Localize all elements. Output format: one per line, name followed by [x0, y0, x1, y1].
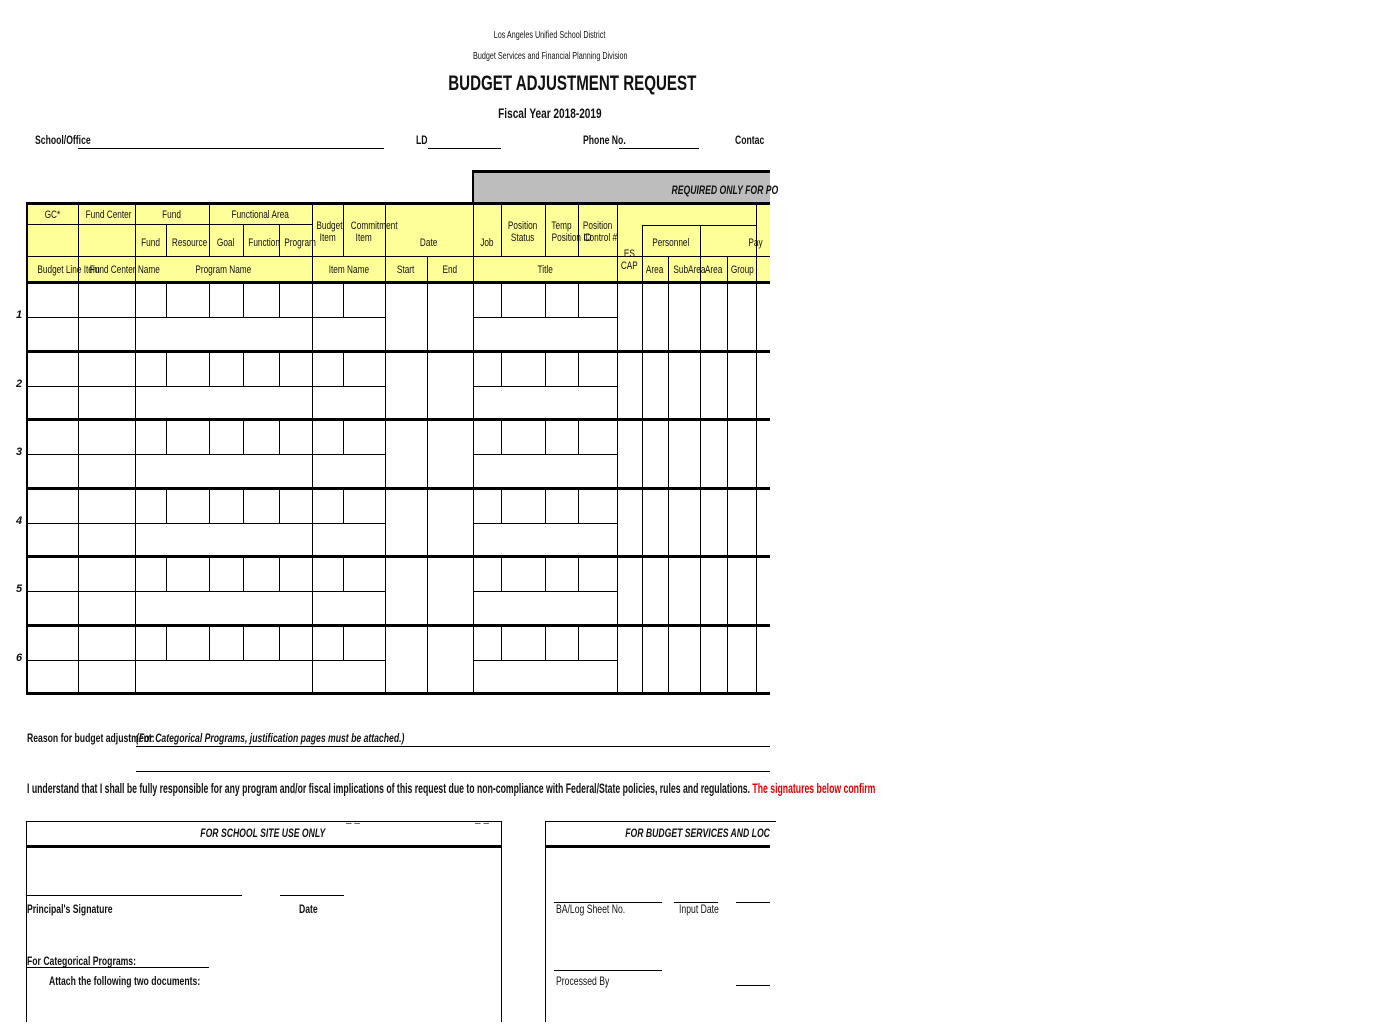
row-number: 2: [16, 378, 23, 390]
col-sub-area: SubArea: [673, 264, 706, 276]
form-title: BUDGET ADJUSTMENT REQUEST: [448, 72, 697, 95]
ld-label: LD: [416, 133, 428, 147]
responsibility-statement: I understand that I shall be fully responsible for any program and/or fiscal implications of this request due to non-compliance with Federal/State policies, rules and regulations. The signatures below confirm: [27, 780, 876, 796]
col-area: Area: [646, 264, 664, 276]
col-commitment-item: Commitment Item: [350, 220, 398, 244]
budget-line-row[interactable]: [27, 352, 756, 418]
principal-signature-label: Principal's Signature: [27, 902, 113, 916]
col-position-control: Position Control #: [582, 220, 618, 244]
principal-signature-field[interactable]: [26, 895, 242, 896]
col-function: Function: [248, 237, 280, 249]
col-pay: Pay: [747, 237, 763, 249]
principal-date-field[interactable]: [280, 895, 344, 896]
reason-field-2[interactable]: [136, 771, 770, 772]
principal-date-label: Date: [299, 902, 318, 916]
col-date: Date: [420, 237, 438, 249]
categorical-programs-label: For Categorical Programs:: [27, 954, 136, 968]
reason-label: Reason for budget adjustment:: [27, 731, 155, 745]
col-functional-area: Functional Area: [231, 209, 290, 221]
budget-line-row[interactable]: [27, 557, 756, 623]
col-program: Program: [284, 237, 316, 249]
school-site-title: FOR SCHOOL SITE USE ONLY: [200, 826, 326, 840]
col-budget-item: Budget Item: [316, 220, 343, 244]
col-start: Start: [397, 264, 415, 276]
ba-log-label: BA/Log Sheet No.: [556, 902, 626, 916]
row-number: 3: [16, 446, 23, 458]
input-date-label: Input Date: [679, 902, 719, 916]
reason-field-1[interactable]: [136, 746, 770, 747]
col-fund-center-name: Fund Center Name: [89, 264, 160, 276]
contact-label: Contac: [735, 133, 765, 147]
budget-services-title: FOR BUDGET SERVICES AND LOC: [625, 826, 770, 840]
school-office-label: School/Office: [35, 133, 91, 147]
ld-field[interactable]: [428, 148, 501, 149]
col-temp-position: Temp Position ID: [551, 220, 592, 244]
budget-line-row[interactable]: [27, 420, 756, 486]
required-band-label: REQUIRED ONLY FOR PO: [671, 183, 779, 197]
budget-services-box: [545, 821, 776, 1022]
col-fund: Fund: [141, 237, 160, 249]
col-item-name: Item Name: [328, 264, 369, 276]
row-number: 4: [16, 515, 23, 527]
row-number: 5: [16, 583, 23, 595]
col-budget-line-item: Budget Line Item: [37, 264, 100, 276]
processed-by-label: Processed By: [556, 974, 610, 988]
reason-note: (For Categorical Programs, justification pages must be attached.): [136, 731, 405, 745]
processed-by-field[interactable]: [554, 970, 662, 971]
fiscal-year: Fiscal Year 2018-2019: [498, 105, 602, 121]
col-program-name: Program Name: [195, 264, 252, 276]
row-number: 6: [16, 652, 23, 664]
school-site-box: [26, 821, 502, 1022]
budget-line-row[interactable]: [27, 283, 756, 349]
col-fund-group: Fund: [162, 209, 182, 221]
col-end: End: [442, 264, 458, 276]
signature-confirm-note: The signatures below confirm: [752, 780, 876, 796]
row-number: 1: [16, 309, 23, 321]
col-resource: Resource: [171, 237, 208, 249]
col-position-status: Position Status: [508, 220, 538, 244]
phone-field[interactable]: [619, 148, 699, 149]
col-title: Title: [537, 264, 553, 276]
col-area-2: Area: [704, 264, 723, 276]
budget-line-row[interactable]: [27, 489, 756, 555]
col-fund-center: Fund Center: [85, 209, 132, 221]
col-group: Group: [730, 264, 754, 276]
division-name: Budget Services and Financial Planning Division: [472, 51, 628, 62]
col-goal: Goal: [217, 237, 235, 249]
col-gc: GC*: [44, 209, 61, 221]
school-office-field[interactable]: [78, 148, 384, 149]
budget-line-row[interactable]: [27, 626, 756, 692]
phone-label: Phone No.: [583, 133, 626, 147]
district-name: Los Angeles Unified School District: [494, 30, 606, 41]
col-personnel: Personnel: [652, 237, 690, 249]
col-job: Job: [480, 237, 494, 249]
attach-documents-label: Attach the following two documents:: [49, 974, 201, 988]
col-es-cap: ES CAP: [621, 248, 638, 272]
